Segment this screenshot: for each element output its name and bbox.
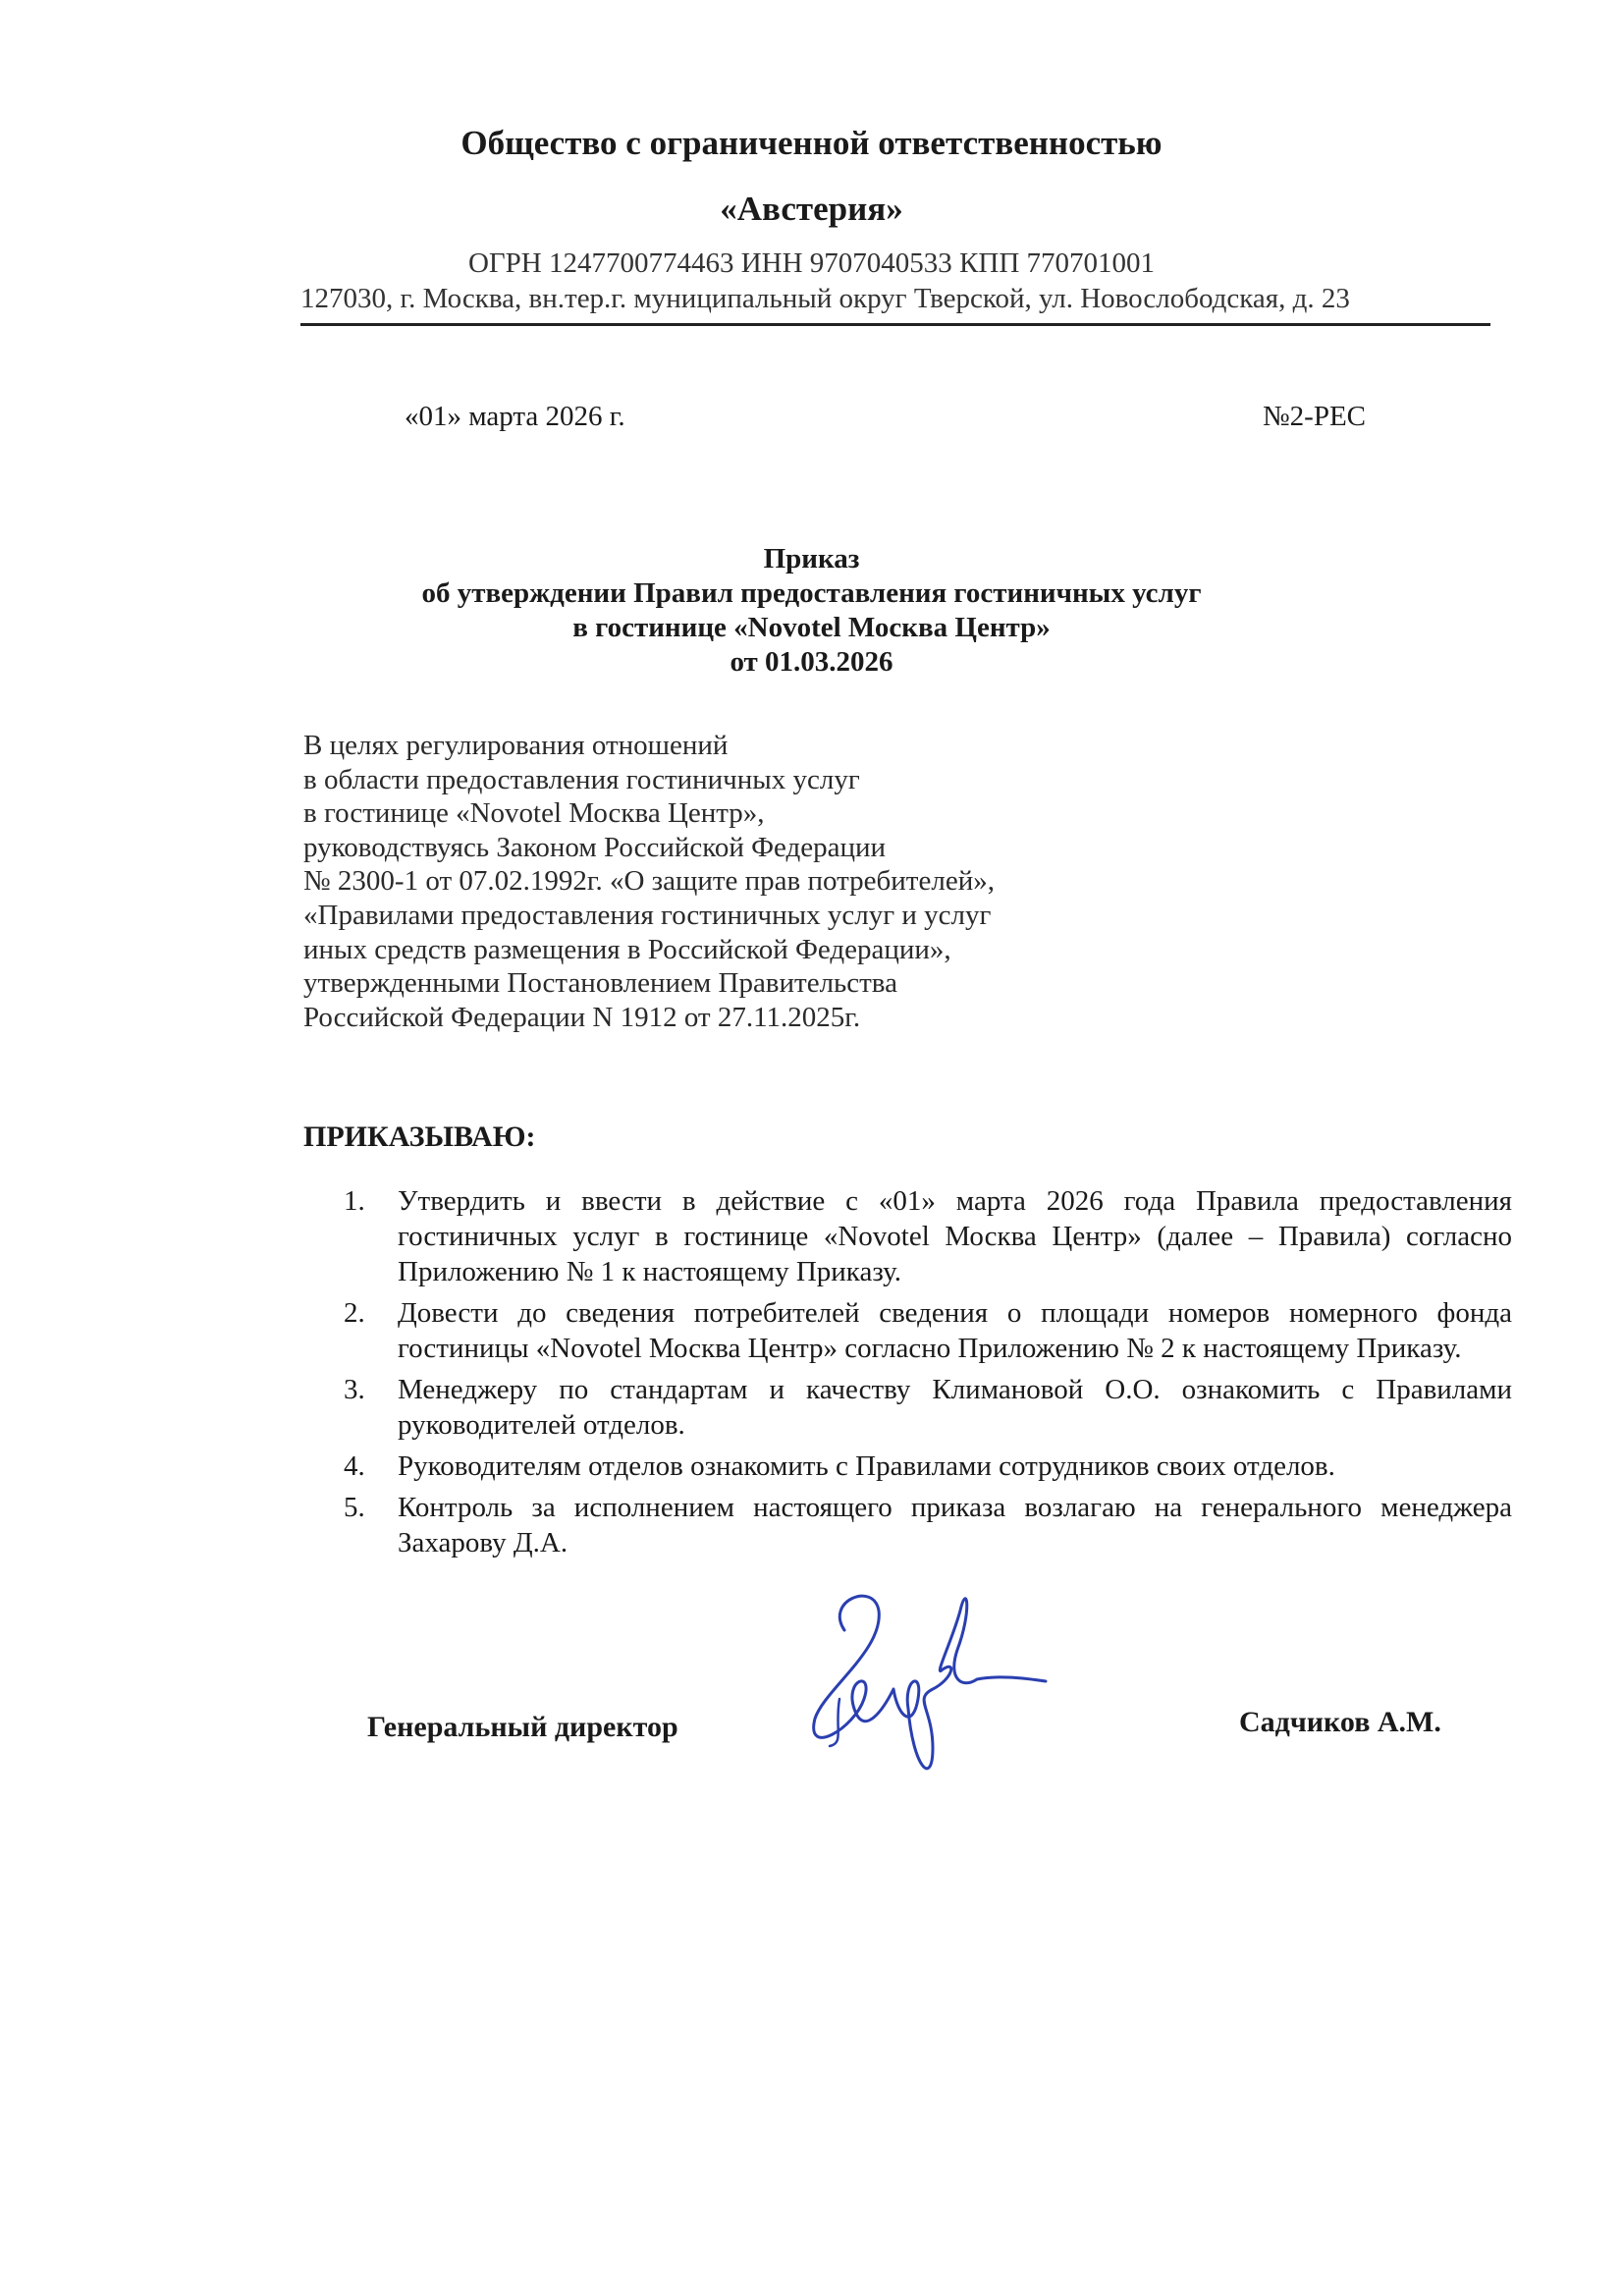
document-number: №2-РЕС xyxy=(1263,401,1367,432)
handwritten-signature xyxy=(785,1571,1051,1797)
item-number: 5. xyxy=(344,1492,365,1523)
header-divider xyxy=(300,323,1490,326)
preamble xyxy=(303,729,995,1034)
item-number: 2. xyxy=(344,1297,365,1329)
item-number: 1. xyxy=(344,1185,365,1217)
item-text: Менеджеру по стандартам и качеству Климановой О.О. ознакомить с Правилами руководителей отделов. xyxy=(398,1374,1512,1441)
document-date: «01» марта 2026 г. xyxy=(405,401,625,432)
preamble-line: В целях регулирования отношений xyxy=(303,730,729,761)
order-item xyxy=(344,1295,1512,1366)
item-text: Руководителям отделов ознакомить с Правилами сотрудников своих отделов. xyxy=(398,1450,1335,1482)
organization-name: «Австерия» xyxy=(720,190,903,228)
order-title-line: Приказ xyxy=(763,543,860,574)
item-number: 3. xyxy=(344,1374,365,1405)
order-item xyxy=(344,1183,1512,1289)
signatory-position: Генеральный директор xyxy=(367,1711,678,1743)
preamble-line: в гостинице «Novotel Москва Центр», xyxy=(303,797,765,830)
signature-stroke xyxy=(814,1596,1046,1769)
decree-heading: ПРИКАЗЫВАЮ: xyxy=(303,1121,536,1153)
signatory-name: Садчиков А.М. xyxy=(1239,1706,1441,1738)
preamble-line: № 2300-1 от 07.02.1992г. «О защите прав потребителей», xyxy=(303,865,995,898)
item-text: Довести до сведения потребителей сведения о площади номеров номерного фонда гостиницы «Novotel Москва Центр» согласно Приложению № 2 к настоящему Приказу. xyxy=(398,1297,1512,1364)
order-items xyxy=(344,1183,1512,1566)
preamble-line: Российской Федерации N 1912 от 27.11.2025г. xyxy=(303,1001,861,1033)
signature-stroke xyxy=(830,1699,839,1746)
registration-numbers: ОГРН 1247700774463 ИНН 9707040533 КПП 770701001 xyxy=(467,247,1156,279)
order-item xyxy=(344,1372,1512,1443)
order-title-line: об утверждении Правил предоставления гостиничных услуг xyxy=(421,577,1202,609)
item-text: Утвердить и ввести в действие с «01» марта 2026 года Правила предоставления гостиничных услуг в гостинице «Novotel Москва Центр» (далее – Правила) согласно Приложению № 1 к настоящему Приказу. xyxy=(398,1185,1512,1287)
item-number: 4. xyxy=(344,1450,365,1482)
order-title-line: в гостинице «Novotel Москва Центр» xyxy=(572,612,1051,643)
preamble-line: руководствуясь Законом Российской Федерации xyxy=(303,831,887,863)
preamble-line: «Правилами предоставления гостиничных услуг и услуг xyxy=(303,899,992,931)
item-text: Контроль за исполнением настоящего приказа возлагаю на генерального менеджера Захарову Д.А. xyxy=(398,1492,1512,1558)
organization-address: 127030, г. Москва, вн.тер.г. муниципальный округ Тверской, ул. Новослободская, д. 23 xyxy=(300,283,1350,314)
order-title-line: от 01.03.2026 xyxy=(730,646,893,678)
order-title xyxy=(0,542,1623,680)
preamble-line: иных средств размещения в Российской Федерации», xyxy=(303,933,951,965)
preamble-line: утвержденными Постановлением Правительства xyxy=(303,967,897,1000)
organization-title: Общество с ограниченной ответственностью xyxy=(460,124,1163,162)
order-item xyxy=(344,1490,1512,1560)
order-item xyxy=(344,1449,1512,1484)
preamble-line: в области предоставления гостиничных услуг xyxy=(303,763,860,795)
